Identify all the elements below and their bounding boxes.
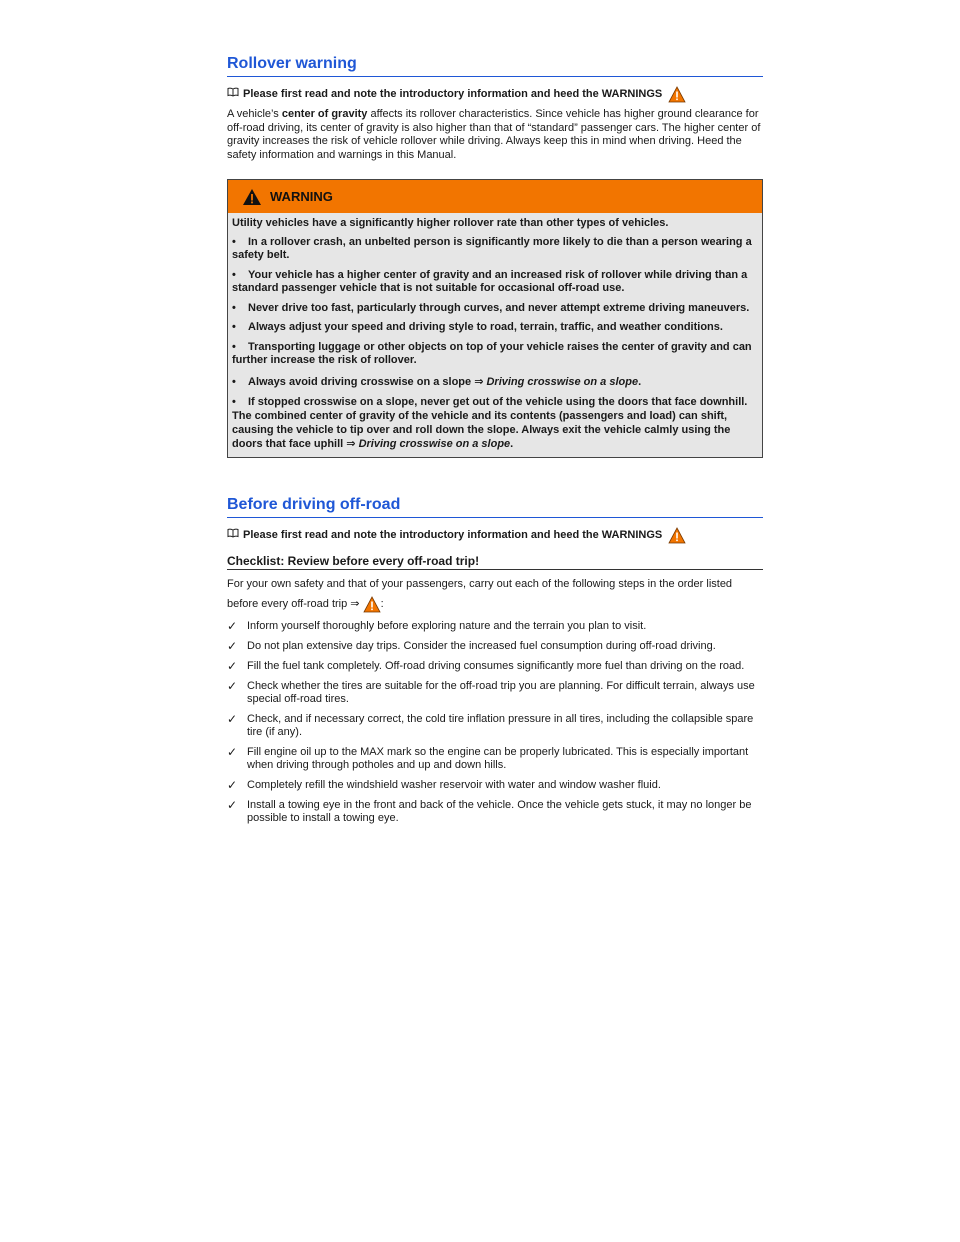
check-icon: ✓ xyxy=(227,798,238,812)
checklist-item: ✓ Fill engine oil up to the MAX mark so the engine can be properly lubricated. This is especially important when driving through potholes and up and down hills. xyxy=(227,745,749,771)
checklist-intro: For your own safety and that of your passengers, carry out each of the following steps in the order listed before every off-road trip ⇒ : xyxy=(227,574,763,614)
book-icon xyxy=(227,527,240,544)
warning-item: • If stopped crosswise on a slope, never get out of the vehicle using the doors that face downhill. The combined center of gravity of the vehicle and its contents (passengers and load) can shift, causing the vehicle to tip over and roll down the slope. Always exit the vehicle calmly using the doors that face uphill ⇒ Driving crosswise on a slope. xyxy=(232,396,748,450)
warning-triangle-icon[interactable] xyxy=(363,596,381,613)
check-icon: ✓ xyxy=(227,712,238,726)
section-rollover xyxy=(227,54,763,458)
checklist-item: ✓ Install a towing eye in the front and back of the vehicle. Once the vehicle gets stuck, it may no longer be possible to install a towing eye. xyxy=(227,798,752,824)
section-title: Rollover warning xyxy=(227,54,763,77)
warning-body xyxy=(228,213,762,457)
checklist-item: ✓ Fill the fuel tank completely. Off-road driving consumes significantly more fuel than driving on the road. xyxy=(227,659,745,673)
intro-note-text: Please first read and note the introductory information and heed the WARNINGS xyxy=(243,529,663,541)
warning-box xyxy=(227,179,763,458)
intro-note xyxy=(227,86,763,103)
intro-note-text: Please first read and note the introductory information and heed the WARNINGS xyxy=(243,88,663,100)
book-icon xyxy=(227,86,240,103)
section-title: Before driving off-road xyxy=(227,495,763,518)
warning-triangle-icon[interactable] xyxy=(668,527,686,544)
check-icon: ✓ xyxy=(227,619,238,633)
center-of-gravity-term: center of gravity xyxy=(281,108,368,120)
checklist-item: ✓ Check, and if necessary correct, the cold tire inflation pressure in all tires, including the collapsible spare tire (if any). xyxy=(227,712,754,738)
crosswise-slope-link[interactable]: Driving crosswise on a slope xyxy=(358,438,511,450)
check-icon: ✓ xyxy=(227,745,238,759)
intro-note xyxy=(227,527,763,544)
section-before-offroad xyxy=(227,495,763,825)
crosswise-slope-link[interactable]: Driving crosswise on a slope xyxy=(486,375,639,388)
checklist-item: ✓ Completely refill the windshield washer reservoir with water and window washer fluid. xyxy=(227,778,661,792)
check-icon: ✓ xyxy=(227,778,238,792)
warning-label: WARNING xyxy=(270,189,333,204)
checklist-item: ✓ Check whether the tires are suitable for the off-road trip you are planning. For difficult terrain, always use special off-road tires. xyxy=(227,679,755,705)
warning-item: • Always avoid driving crosswise on a slope ⇒ Driving crosswise on a slope. xyxy=(232,375,642,388)
check-icon: ✓ xyxy=(227,659,238,673)
warning-item: • Transporting luggage or other objects on top of your vehicle raises the center of gravity and can further increase the risk of rollover. xyxy=(232,340,752,366)
checklist xyxy=(227,620,763,825)
checklist-item: ✓ Do not plan extensive day trips. Consider the increased fuel consumption during off-road driving. xyxy=(227,639,716,653)
rollover-paragraph: A vehicle’s center of gravity affects its rollover characteristics. Since vehicle has higher ground clearance for off-road driving, its center of gravity is also higher than that of “standard” passenger cars. The higher center of gravity increases the risk of vehicle rollover while driving. Always keep this in mind when driving. Heed the safety information and warnings in this Manual. xyxy=(227,108,761,161)
check-icon: ✓ xyxy=(227,639,238,653)
warning-triangle-icon[interactable] xyxy=(668,86,686,103)
warning-item: • Always adjust your speed and driving style to road, terrain, traffic, and weather conditions. xyxy=(232,321,723,333)
warning-header xyxy=(228,180,762,213)
check-icon: ✓ xyxy=(227,679,238,693)
checklist-item: ✓ Inform yourself thoroughly before exploring nature and the terrain you plan to visit. xyxy=(227,619,647,633)
warning-triangle-icon xyxy=(242,188,262,206)
warning-item: • Your vehicle has a higher center of gravity and an increased risk of rollover while driving than a standard passenger vehicle that is not suitable for occasional off-road use. xyxy=(232,268,748,294)
warning-item: • In a rollover crash, an unbelted person is significantly more likely to die than a person wearing a safety belt. xyxy=(232,235,752,261)
checklist-heading: Checklist: Review before every off-road trip! xyxy=(227,554,763,570)
warning-intro: Utility vehicles have a significantly higher rollover rate than other types of vehicles. xyxy=(232,217,669,229)
warning-item: • Never drive too fast, particularly through curves, and never attempt extreme driving maneuvers. xyxy=(232,301,750,314)
page xyxy=(227,0,763,832)
